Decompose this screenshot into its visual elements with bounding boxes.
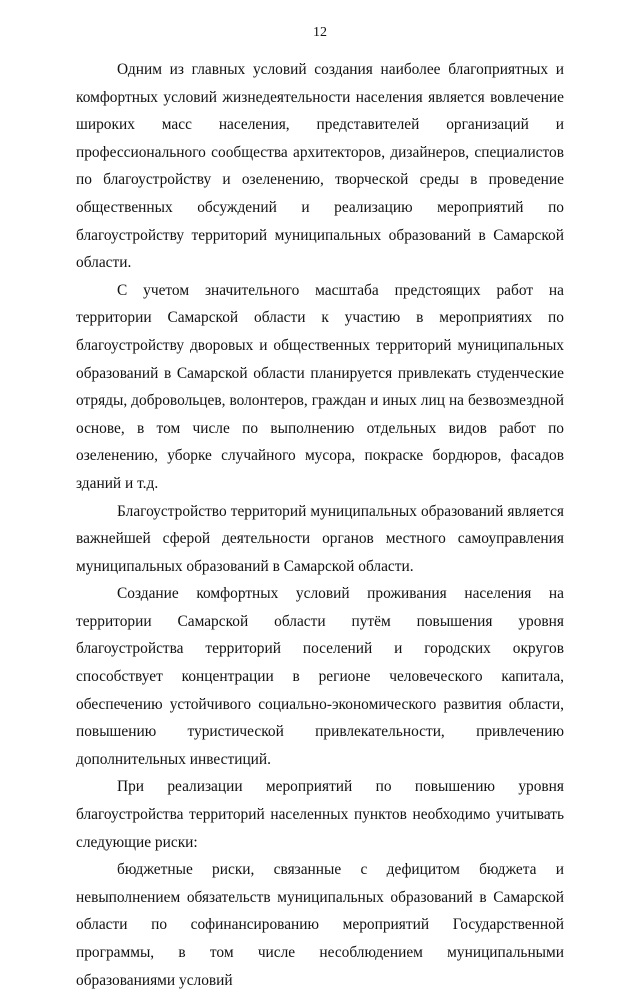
paragraph-volunteers: С учетом значительного масштаба предстоящих работ на территории Самарской области к участию в мероприятиях по благоустройству дворовых и общественных территорий муниципальных образований в Самарской области планируется привлекать студенческие отряды, добровольцев, волонтеров, граждан и иных лиц на безвозмездной основе, в том числе по выполнению отдельных видов работ по озеленению, уборке случайного мусора, покраске бордюров, фасадов зданий и т.д. [76,281,564,492]
paragraph-risks-intro: При реализации мероприятий по повышению уровня благоустройства территорий населенных пунктов необходимо учитывать следующие риски: [76,778,564,851]
page-number: 12 [313,25,327,40]
paragraph-residents-involvement: Одним из главных условий создания наиболее благоприятных и комфортных условий жизнедеятельности населения является вовлечение широких масс населения, представителей организаций и профессионального сообщества архитекторов, дизайнеров, специалистов по благоустройству и озеленению, творческой среды в проведение общественных обсуждений и реализацию мероприятий по благоустройству территорий муниципальных образований в Самарской области. [76,61,564,272]
paragraph-local-government: Благоустройство территорий муниципальных образований является важнейшей сферой деятельности органов местного самоуправления муниципальных образований в Самарской области. [76,502,564,575]
document-body [76,56,564,994]
paragraph-comfortable-conditions: Создание комфортных условий проживания населения на территории Самарской области путём повышения уровня благоустройства территорий поселений и городских округов способствует концентрации в регионе человеческого капитала, обеспечению устойчивого социально-экономического развития области, повышению туристической привлекательности, привлечению дополнительных инвестиций. [76,585,564,768]
paragraph-budget-risks: бюджетные риски, связанные с дефицитом бюджета и невыполнением обязательств муниципальных образований в Самарской области по софинансированию мероприятий Государственной программы, в том числе несоблюдением муниципальными образованиями условий [76,861,564,989]
